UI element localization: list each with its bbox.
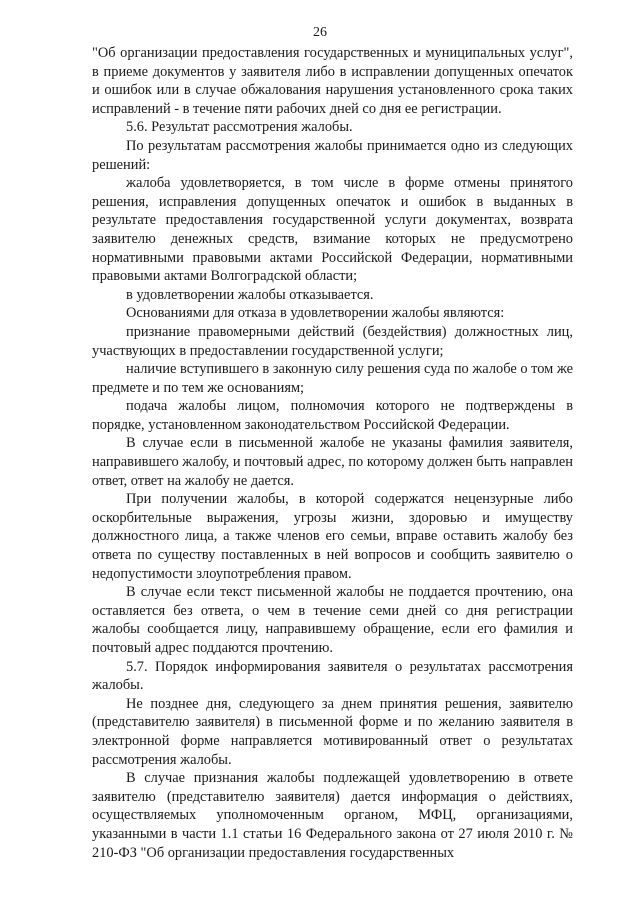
document-paragraph: В случае если текст письменной жалобы не поддается прочтению, она оставляется без ответа, о чем в течение семи дней со дня регистрации жалобы сообщается лицу, направившему обращение, если его фамилия и почтовый адрес поддаются прочтению.: [92, 584, 573, 656]
document-body: [92, 44, 573, 862]
document-paragraph: "Об организации предоставления государственных и муниципальных услуг", в приеме документов у заявителя либо в исправлении допущенных опечаток и ошибок или в случае обжалования нарушения установленного срока таких исправлений - в течение пяти рабочих дней со дня ее регистрации.: [92, 45, 573, 117]
document-paragraph: По результатам рассмотрения жалобы принимается одно из следующих решений:: [92, 137, 573, 173]
document-paragraph: подача жалобы лицом, полномочия которого не подтверждены в порядке, установленном законодательством Российской Федерации.: [92, 398, 573, 433]
document-paragraph: Основаниями для отказа в удовлетворении жалобы являются:: [126, 305, 505, 322]
page-number: 26: [313, 25, 327, 40]
document-paragraph: наличие вступившего в законную силу решения суда по жалобе о том же предмете и по тем же основаниям;: [92, 361, 573, 396]
document-paragraph: жалоба удовлетворяется, в том числе в форме отмены принятого решения, исправления допущенных опечаток и ошибок в выданных в результате предоставления государственной услуги документах, возврата заявителю денежных средств, взимание которых не предусмотрено нормативными правовыми актами Российской Федерации, нормативными правовыми актами Волгоградской области;: [92, 175, 573, 285]
document-paragraph: Не позднее дня, следующего за днем принятия решения, заявителю (представителю заявителя) в письменной форме и по желанию заявителя в электронной форме направляется мотивированный ответ о результатах рассмотрения жалобы.: [92, 695, 573, 768]
document-paragraph: признание правомерными действий (бездействия) должностных лиц, участвующих в предоставлении государственной услуги;: [92, 323, 573, 359]
document-paragraph: В случае если в письменной жалобе не указаны фамилия заявителя, направившего жалобу, и почтовый адрес, по которому должен быть направлен ответ, ответ на жалобу не дается.: [92, 435, 573, 489]
document-paragraph: в удовлетворении жалобы отказывается.: [126, 286, 374, 303]
document-paragraph: 5.7. Порядок информирования заявителя о результатах рассмотрения жалобы.: [92, 658, 573, 694]
document-paragraph: 5.6. Результат рассмотрения жалобы.: [126, 119, 353, 136]
document-paragraph: При получении жалобы, в которой содержатся нецензурные либо оскорбительные выражения, угрозы жизни, здоровью и имуществу должностного лица, а также членов его семьи, вправе оставить жалобу без ответа по существу поставленных в ней вопросов и сообщить заявителю о недопустимости злоупотребления правом.: [92, 491, 573, 582]
document-paragraph: В случае признания жалобы подлежащей удовлетворению в ответе заявителю (представителю заявителя) дается информация о действиях, осуществляемых уполномоченным органом, МФЦ, организациями, указанными в части 1.1 статьи 16 Федерального закона от 27 июля 2010 г. № 210-ФЗ "Об организации предоставления государственных: [92, 770, 573, 861]
